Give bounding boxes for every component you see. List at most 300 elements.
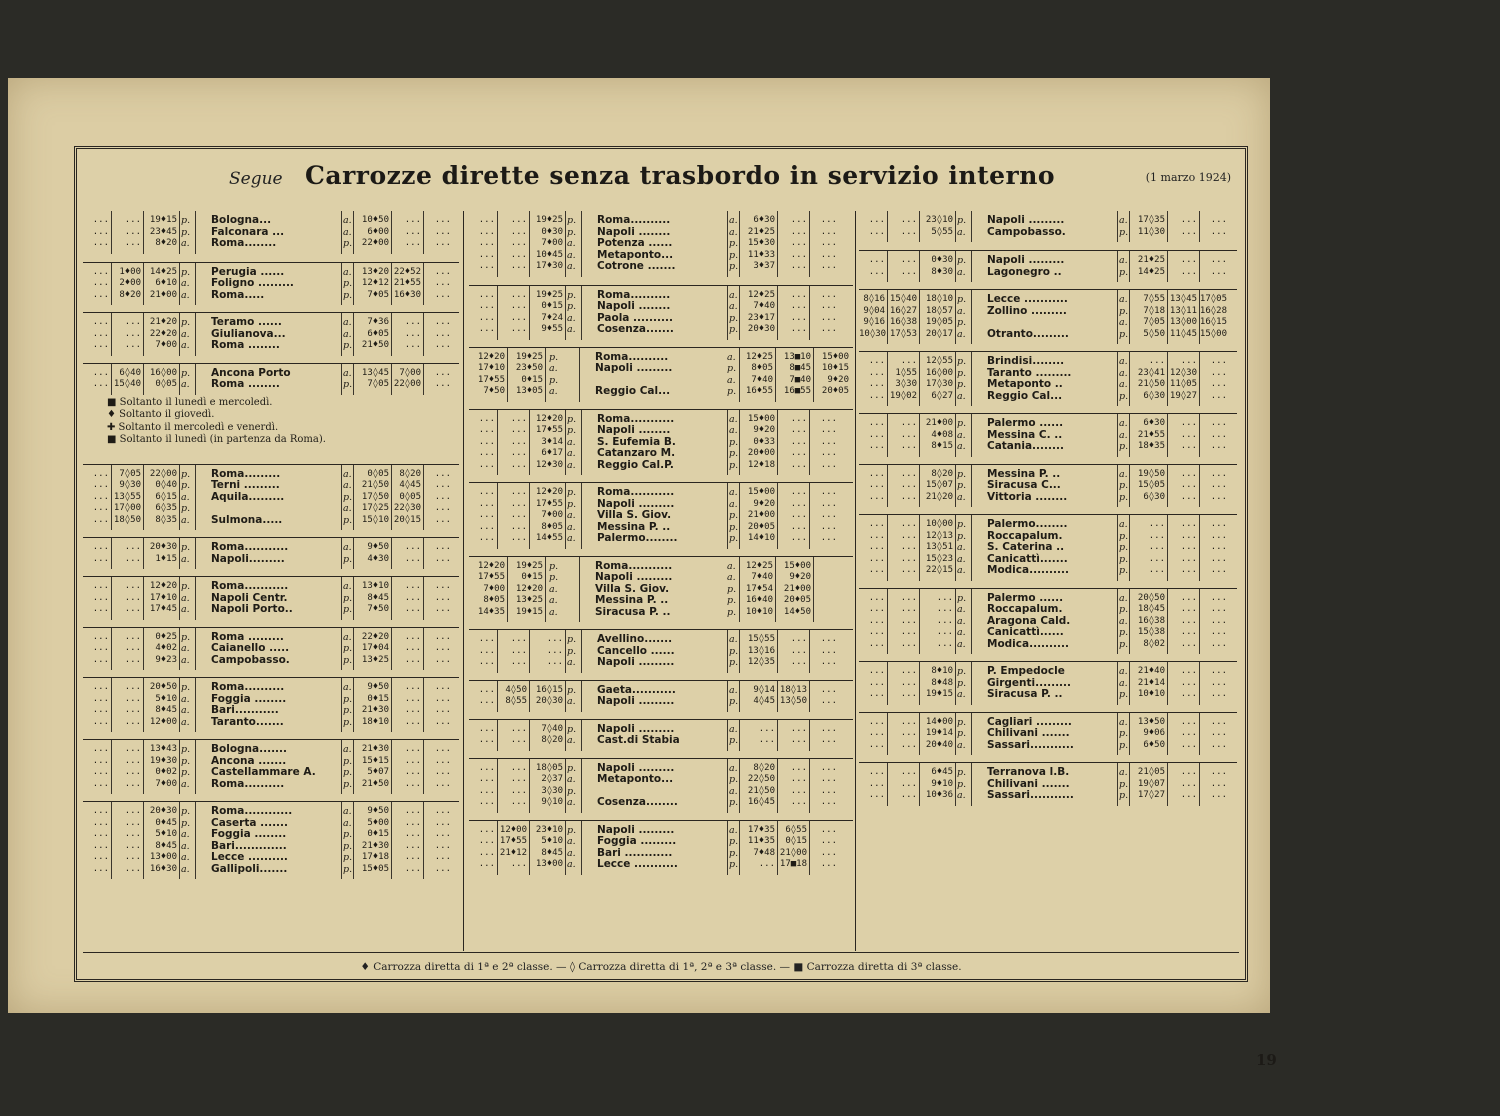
time-cell: ... (434, 643, 451, 653)
time-cell: ... (478, 215, 495, 225)
time-cell: 9♦50 (367, 682, 389, 692)
time-cell: ... (820, 301, 837, 311)
time-cell: ... (820, 312, 837, 323)
column-3 (859, 211, 1237, 951)
time-cell: 21◊50 (361, 480, 389, 490)
time-cell: ... (1210, 418, 1227, 428)
time-cell: 15♦30 (747, 238, 775, 248)
station-name: Bologna....... (211, 743, 288, 755)
time-cell: 7♦24 (541, 312, 563, 323)
time-cell: ... (92, 817, 109, 828)
station-name: Napoli......... (211, 552, 285, 565)
time-cell: 12♦20 (535, 487, 563, 497)
time-cell: ... (1210, 666, 1227, 676)
timetable-row (469, 301, 853, 313)
time-cell: 9◊16 (863, 317, 885, 327)
time-cell: ... (1180, 790, 1197, 800)
dep-arr-mark: p. (343, 840, 353, 852)
time-cell: 15♦00 (783, 560, 811, 571)
dep-arr-mark: p. (181, 215, 191, 226)
time-cell: 12◊55 (925, 356, 953, 366)
dep-arr-mark: p. (1119, 739, 1129, 751)
timetable-block (83, 262, 459, 306)
dep-arr-mark: p. (1119, 226, 1129, 238)
time-cell: ... (478, 836, 495, 846)
dep-arr-mark: p. (181, 468, 191, 480)
timetable-block (83, 363, 459, 457)
dep-arr-mark: a. (181, 863, 190, 875)
dep-arr-mark: p. (567, 785, 577, 797)
time-cell: 0♦15 (367, 693, 389, 704)
time-cell: ... (92, 514, 109, 525)
time-cell: ... (478, 696, 495, 706)
time-cell: ... (1148, 356, 1165, 366)
station-name: Roccapalum. (987, 603, 1063, 615)
dep-arr-mark: p. (729, 645, 739, 657)
station-name: Bari........... (211, 704, 279, 716)
time-cell: ... (92, 592, 109, 603)
station-name: Roma........... (597, 412, 675, 425)
time-cell: 9♦20 (827, 374, 849, 385)
time-cell: ... (790, 762, 807, 773)
timetable-row (469, 487, 853, 499)
time-cell: ... (478, 774, 495, 784)
station-name: Aquila......... (211, 490, 285, 503)
station-name: Roma.......... (597, 214, 671, 226)
time-cell: ... (92, 755, 109, 766)
timetable-row (83, 682, 459, 694)
dep-arr-mark: a. (567, 436, 576, 448)
dep-arr-mark: a. (567, 521, 576, 533)
time-cell: 16♦40 (745, 595, 773, 605)
time-cell: ... (510, 487, 527, 497)
time-cell: ... (790, 448, 807, 458)
time-cell: ... (1180, 604, 1197, 614)
dep-arr-mark: a. (1119, 429, 1128, 441)
dep-arr-mark: p. (729, 521, 739, 533)
dep-arr-mark: p. (343, 716, 353, 728)
station-name: Sulmona..... (211, 513, 283, 526)
time-cell: ... (434, 503, 451, 513)
station-name: Chilivani ....... (987, 777, 1070, 790)
time-cell: 20♦05 (783, 595, 811, 605)
time-cell: 16◊15 (1199, 317, 1227, 327)
dep-arr-mark: p. (727, 595, 737, 606)
time-cell: ... (868, 592, 885, 603)
time-cell: 16◊00 (925, 367, 953, 378)
time-cell: ... (900, 441, 917, 451)
time-cell: ... (434, 328, 451, 339)
dep-arr-mark: p. (567, 226, 577, 238)
timetable-row (859, 627, 1237, 639)
time-cell: 0♦15 (521, 572, 543, 582)
time-cell: ... (510, 324, 527, 334)
time-cell: 19◊02 (889, 390, 917, 401)
dep-arr-mark: a. (181, 238, 190, 249)
time-cell: 17◊30 (925, 379, 953, 389)
station-name: Cosenza....... (597, 323, 674, 335)
dep-arr-mark: a. (181, 693, 190, 705)
time-cell: 12◊35 (747, 657, 775, 667)
time-cell: ... (510, 261, 527, 271)
dep-arr-mark: p. (957, 519, 967, 530)
time-cell: ... (478, 289, 495, 300)
time-cell: ... (820, 774, 837, 784)
station-name: Modica.......... (987, 637, 1069, 650)
time-cell: 22◊00 (393, 379, 421, 389)
time-cell: ... (820, 634, 837, 644)
dep-arr-mark: p. (343, 778, 353, 790)
time-cell: ... (404, 829, 421, 839)
time-cell: 21◊20 (925, 491, 953, 502)
dep-arr-mark: p. (567, 723, 577, 735)
time-cell: ... (1180, 226, 1197, 237)
time-cell: ... (92, 367, 109, 378)
time-cell: ... (510, 301, 527, 311)
station-name: Napoli ........ (597, 225, 671, 238)
time-cell: 7♦50 (483, 386, 505, 396)
time-cell: ... (510, 521, 527, 532)
time-cell: ... (820, 261, 837, 271)
dep-arr-mark: a. (549, 363, 558, 374)
timetable-block (859, 250, 1237, 282)
time-cell: 10♦36 (925, 790, 953, 800)
timetable-row (859, 329, 1237, 341)
time-cell: ... (92, 852, 109, 862)
time-cell: ... (124, 654, 141, 665)
station-name: Foligno ......... (211, 277, 294, 289)
dep-arr-mark: p. (343, 514, 353, 526)
time-cell: ... (900, 615, 917, 626)
dep-arr-mark: a. (181, 491, 190, 503)
time-cell: ... (1210, 379, 1227, 389)
time-cell: ... (900, 592, 917, 603)
time-cell: ... (900, 716, 917, 727)
time-cell: 7◊05 (1143, 317, 1165, 327)
time-cell: ... (900, 767, 917, 777)
dep-arr-mark: a. (1119, 367, 1128, 379)
time-cell: ... (790, 312, 807, 323)
time-cell: ... (124, 604, 141, 614)
time-cell: ... (434, 514, 451, 525)
time-cell: 7◊05 (119, 468, 141, 479)
time-cell: ... (1180, 627, 1197, 637)
time-cell: ... (404, 581, 421, 591)
dep-arr-mark: a. (181, 840, 190, 852)
dep-arr-mark: a. (181, 379, 190, 390)
time-cell: ... (1180, 553, 1197, 564)
time-cell: 5♦10 (541, 836, 563, 846)
station-name: Napoli ......... (987, 214, 1065, 226)
time-cell: ... (404, 744, 421, 754)
time-cell: ... (1210, 790, 1227, 800)
dep-arr-mark: a. (567, 261, 576, 272)
time-cell: 6♦05 (367, 328, 389, 339)
time-cell: ... (434, 226, 451, 237)
timetable-row (469, 533, 853, 545)
station-name: Messina P. .. (597, 520, 671, 533)
time-cell: ... (790, 324, 807, 334)
time-cell: ... (434, 215, 451, 225)
time-cell: ... (434, 317, 451, 327)
dep-arr-mark: p. (567, 289, 577, 301)
time-cell: 13◊45 (361, 367, 389, 378)
time-cell: 21◊50 (747, 785, 775, 796)
time-cell: 10♦10 (745, 606, 773, 617)
time-cell: ... (478, 684, 495, 695)
station-name: Roma........... (211, 580, 289, 592)
dep-arr-mark: p. (957, 666, 967, 677)
time-cell: 12♦20 (149, 581, 177, 591)
dep-arr-mark: p. (1119, 778, 1129, 790)
time-cell: 15◊23 (925, 553, 953, 564)
station-name: Cancello ...... (597, 644, 675, 657)
time-cell: ... (1210, 367, 1227, 378)
time-cell: ... (790, 510, 807, 520)
dep-arr-mark: p. (1119, 790, 1129, 801)
timetable-row (859, 639, 1237, 651)
time-cell: 0♦30 (931, 255, 953, 265)
time-cell: ... (92, 744, 109, 754)
time-cell: 6♦00 (367, 226, 389, 237)
dep-arr-mark: p. (549, 572, 559, 583)
dep-arr-mark: p. (181, 631, 191, 643)
time-cell: 17♦45 (149, 604, 177, 614)
time-cell: ... (820, 498, 837, 509)
time-cell: ... (434, 654, 451, 665)
dep-arr-mark: p. (343, 829, 353, 840)
time-cell: 19♦25 (535, 289, 563, 300)
dep-arr-mark: p. (957, 379, 967, 390)
time-cell: 8◊20 (399, 468, 421, 479)
time-cell: ... (434, 289, 451, 300)
timetable-block (469, 758, 853, 813)
dep-arr-mark: p. (1119, 491, 1129, 503)
time-cell: 4◊50 (505, 684, 527, 695)
time-cell: 13♦00 (535, 859, 563, 869)
time-cell: ... (92, 491, 109, 502)
time-cell: ... (900, 604, 917, 614)
dep-arr-mark: p. (343, 654, 353, 666)
time-cell: 2♦00 (119, 278, 141, 288)
time-cell: 8◊20 (753, 762, 775, 773)
time-cell: ... (868, 480, 885, 490)
station-name: Roma ........ (211, 378, 280, 390)
time-cell: ... (124, 716, 141, 727)
dep-arr-mark: a. (729, 762, 738, 774)
dep-arr-mark: p. (729, 696, 739, 707)
time-cell: ... (478, 847, 495, 858)
time-cell: 12♦20 (477, 560, 505, 571)
time-cell: ... (820, 249, 837, 260)
timetable-row (469, 595, 853, 607)
time-cell: ... (92, 581, 109, 591)
timetable-row (83, 542, 459, 554)
timetable-row (469, 634, 853, 646)
dep-arr-mark: a. (181, 328, 190, 340)
dep-arr-mark: p. (181, 744, 191, 755)
station-name: Roma..... (211, 288, 265, 301)
time-cell: ... (434, 778, 451, 789)
time-cell: ... (790, 436, 807, 447)
time-cell: 12♦25 (747, 289, 775, 300)
timetable-block (859, 351, 1237, 406)
time-cell: ... (404, 317, 421, 327)
time-cell: 18◊10 (925, 294, 953, 304)
time-cell: 21♦40 (1137, 666, 1165, 676)
dep-arr-mark: a. (343, 468, 352, 480)
time-cell: 7◊40 (541, 723, 563, 734)
time-cell: ... (900, 638, 917, 649)
time-cell: 1♦15 (155, 553, 177, 564)
time-cell: 16◊45 (747, 797, 775, 807)
time-cell: 13♦05 (515, 386, 543, 396)
time-cell: 3♦37 (753, 261, 775, 271)
time-cell: ... (124, 340, 141, 350)
time-cell: ... (434, 744, 451, 754)
dep-arr-mark: a. (1119, 215, 1128, 226)
time-cell: ... (404, 716, 421, 727)
dep-arr-mark: p. (957, 255, 967, 266)
time-cell: 18◊05 (535, 762, 563, 773)
timetable-row (83, 705, 459, 717)
time-cell: ... (478, 436, 495, 447)
time-cell: 0◊40 (155, 480, 177, 490)
time-cell: 15◊05 (1137, 480, 1165, 490)
time-cell: 0♦25 (155, 631, 177, 642)
footnote: ♦ Soltanto il giovedì. (107, 409, 215, 420)
time-cell: 1♦00 (119, 266, 141, 277)
time-cell: 11◊05 (1169, 379, 1197, 389)
time-cell: 21♦50 (361, 778, 389, 789)
timetable-block (83, 576, 459, 620)
dep-arr-mark: p. (729, 324, 739, 335)
dep-arr-mark: a. (729, 634, 738, 645)
station-name: Palermo ...... (987, 417, 1064, 429)
dep-arr-mark: p. (549, 374, 559, 386)
time-cell: 9♦55 (541, 324, 563, 334)
dep-arr-mark: p. (729, 459, 739, 471)
time-cell: ... (478, 301, 495, 311)
dep-arr-mark: p. (181, 806, 191, 817)
time-cell: ... (478, 249, 495, 260)
station-name: Roma.......... (595, 350, 669, 363)
time-cell: 17♦04 (361, 643, 389, 653)
time-cell: ... (790, 289, 807, 300)
dep-arr-mark: a. (1119, 677, 1128, 689)
station-name: Lecce ........... (987, 293, 1068, 305)
station-name: Brindisi........ (987, 355, 1065, 367)
time-cell: ... (868, 689, 885, 699)
dep-arr-mark: a. (729, 723, 738, 735)
dep-arr-mark: a. (957, 553, 966, 565)
time-cell: ... (510, 425, 527, 435)
time-cell: 9◊30 (119, 480, 141, 490)
time-cell: 8◊55 (505, 696, 527, 706)
time-cell: ... (510, 859, 527, 869)
time-cell: ... (92, 693, 109, 704)
station-name: Sassari........... (987, 738, 1074, 751)
dep-arr-mark: p. (343, 705, 353, 716)
time-cell: 8♦05 (751, 363, 773, 373)
station-name: Modica.......... (987, 564, 1069, 576)
time-cell: 23◊41 (1137, 367, 1165, 378)
station-name: Metaponto... (597, 248, 674, 261)
time-cell: 16♦30 (149, 863, 177, 874)
time-cell: 10♦50 (361, 215, 389, 225)
timetable-block (859, 661, 1237, 705)
time-cell: 6◊35 (155, 503, 177, 513)
time-cell: ... (478, 324, 495, 334)
time-cell: 6♦10 (155, 278, 177, 288)
time-cell: 21♦25 (1137, 255, 1165, 265)
time-cell: 21♦55 (1137, 429, 1165, 440)
timetable-row (859, 391, 1237, 403)
title-prefix: Segue (229, 169, 283, 189)
station-name: Villa S. Giov. (595, 582, 670, 595)
time-cell: ... (790, 413, 807, 424)
time-cell: ... (478, 498, 495, 509)
dep-arr-mark: a. (1119, 666, 1128, 677)
time-cell: ... (404, 542, 421, 552)
time-cell: ... (868, 215, 885, 225)
dep-arr-mark: p. (729, 510, 739, 521)
station-name: P. Empedocle (987, 665, 1065, 677)
time-cell: ... (900, 215, 917, 225)
time-cell: ... (820, 735, 837, 745)
time-cell: ... (1210, 604, 1227, 614)
time-cell: 19♦25 (515, 560, 543, 571)
time-cell: 6♦30 (753, 215, 775, 225)
dep-arr-mark: a. (181, 514, 190, 526)
timetable-row (469, 797, 853, 809)
time-cell: ... (900, 418, 917, 428)
time-cell: ... (820, 696, 837, 706)
dep-arr-mark: a. (729, 226, 738, 238)
time-cell: 14♦10 (747, 533, 775, 543)
time-cell: 21♦12 (499, 847, 527, 858)
time-cell: ... (92, 328, 109, 339)
dep-arr-mark: p. (1119, 542, 1129, 553)
time-cell: ... (478, 238, 495, 248)
time-cell: ... (1210, 429, 1227, 440)
dep-arr-mark: p. (957, 317, 967, 328)
time-cell: 0♦45 (155, 817, 177, 828)
station-name: Bari............. (211, 839, 287, 852)
time-cell: 20◊15 (393, 514, 421, 525)
time-cell: ... (1180, 530, 1197, 541)
dep-arr-mark: p. (729, 261, 739, 272)
time-cell: ... (404, 631, 421, 642)
time-cell: ... (900, 255, 917, 265)
time-cell: 19♦30 (149, 755, 177, 766)
time-cell: 18◊45 (1137, 604, 1165, 614)
time-cell: ... (868, 491, 885, 502)
timetable-block (83, 627, 459, 671)
time-cell: 19♦14 (925, 728, 953, 738)
title-row (77, 157, 1245, 197)
station-name: Terni ......... (211, 479, 280, 491)
time-cell: ... (124, 317, 141, 327)
dep-arr-mark: a. (343, 817, 352, 829)
time-cell: ... (434, 840, 451, 851)
time-cell: ... (1210, 480, 1227, 490)
dep-arr-mark: a. (957, 491, 966, 503)
time-cell: 0◊05 (155, 379, 177, 389)
time-cell: ... (1210, 530, 1227, 541)
dep-arr-mark: p. (957, 215, 967, 226)
time-cell: ... (820, 836, 837, 846)
